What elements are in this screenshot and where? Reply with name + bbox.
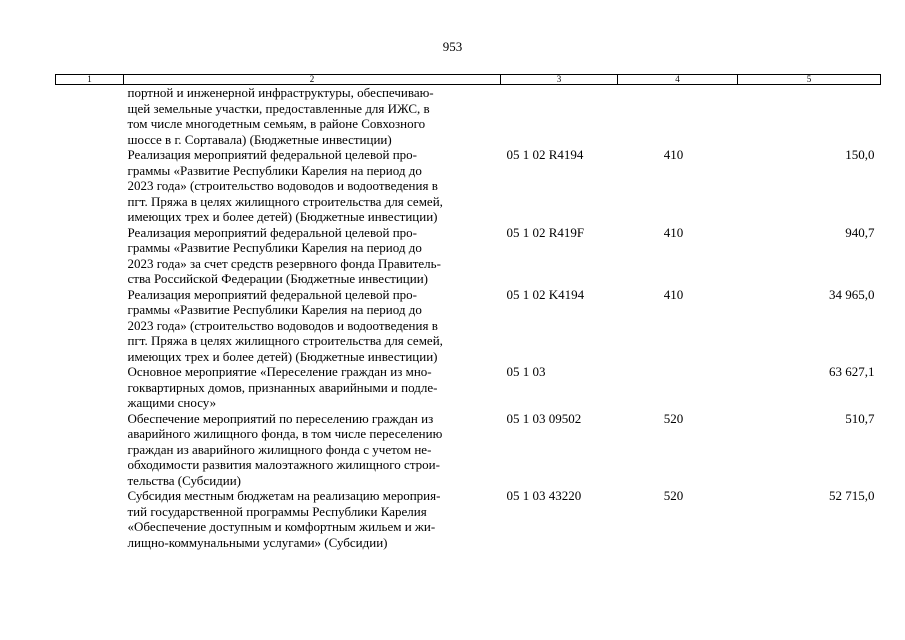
description-line: пгт. Пряжа в целях жилищного строительства для семей,: [127, 193, 443, 209]
column-header-1: 1: [56, 75, 124, 85]
column-header-4: 4: [618, 75, 738, 85]
row-expense-type: 410: [663, 224, 684, 240]
row-description: [124, 225, 501, 287]
table-row: [56, 225, 881, 287]
page-number: 953: [442, 39, 463, 54]
description-line: граммы «Развитие Республики Карелия на период до: [127, 162, 422, 178]
table-body: [56, 85, 881, 551]
row-description: [124, 488, 501, 550]
header-row: [56, 75, 881, 85]
row-expense-type: 410: [663, 147, 684, 162]
row-amount: 34 965,0: [829, 286, 875, 302]
description-line: Реализация мероприятий федеральной целевой про-: [127, 286, 417, 302]
row-code: [501, 85, 618, 148]
description-line: обходимости развития малоэтажного жилищного строи-: [127, 457, 440, 472]
description-line: Основное мероприятие «Переселение граждан из мно-: [127, 364, 432, 379]
description-line: лищно-коммунальными услугами» (Субсидии): [127, 534, 388, 550]
description-line: портной и инженерной инфраструктуры, обеспечиваю-: [127, 85, 434, 100]
description-line: граммы «Развитие Республики Карелия на период до: [127, 240, 422, 255]
description-line: имеющих трех и более детей) (Бюджетные инвестиции): [127, 209, 438, 224]
description-line: 2023 года» за счет средств резервного фонда Правитель-: [127, 255, 441, 271]
row-number-cell: [56, 488, 124, 550]
row-amount: 150,0: [845, 147, 875, 162]
row-expense-type: 410: [663, 286, 684, 302]
description-line: аварийного жилищного фонда, в том числе переселению: [127, 426, 443, 441]
description-line: граждан из аварийного жилищного фонда с учетом не-: [127, 441, 432, 457]
row-code: 05 1 03: [506, 364, 546, 379]
description-line: граммы «Развитие Республики Карелия на период до: [127, 302, 422, 317]
table-row: [56, 488, 881, 550]
description-line: пгт. Пряжа в целях жилищного строительства для семей,: [127, 333, 443, 348]
row-description: [124, 287, 501, 365]
table-row: [56, 287, 881, 365]
table-header: [56, 75, 881, 85]
description-line: 2023 года» (строительство водоводов и водоотведения в: [127, 178, 438, 193]
row-description: [124, 85, 501, 148]
row-code: 05 1 02 K4194: [506, 286, 585, 302]
description-line: Реализация мероприятий федеральной целевой про-: [127, 224, 417, 240]
description-line: Обеспечение мероприятий по переселению граждан из: [127, 410, 434, 426]
description-line: ства Российской Федерации (Бюджетные инвестиции): [127, 271, 429, 286]
row-number-cell: [56, 225, 124, 287]
column-header-3: 3: [501, 75, 618, 85]
row-expense-type: [618, 364, 738, 411]
description-line: имеющих трех и более детей) (Бюджетные инвестиции): [127, 348, 438, 364]
row-code: 05 1 03 43220: [506, 488, 582, 503]
row-amount: [738, 85, 881, 148]
description-line: щей земельные участки, предоставленные для ИЖС, в: [127, 100, 430, 116]
row-code: 05 1 02 R419F: [506, 224, 585, 240]
row-number-cell: [56, 287, 124, 365]
column-header-2: 2: [124, 75, 501, 85]
description-line: Реализация мероприятий федеральной целевой про-: [127, 147, 417, 162]
description-line: гоквартирных домов, признанных аварийными и подле-: [127, 379, 438, 395]
row-amount: 510,7: [845, 410, 875, 426]
row-expense-type: 520: [663, 488, 684, 503]
description-line: «Обеспечение доступным и комфортным жильем и жи-: [127, 519, 436, 534]
description-line: шоссе в г. Сортавала) (Бюджетные инвестиции): [127, 131, 392, 147]
row-number-cell: [56, 85, 124, 148]
description-line: тельства (Субсидии): [127, 472, 242, 488]
column-header-5: 5: [738, 75, 881, 85]
description-line: 2023 года» (строительство водоводов и водоотведения в: [127, 317, 438, 333]
row-code: 05 1 03 09502: [506, 410, 582, 426]
row-amount: 63 627,1: [829, 364, 875, 379]
row-number-cell: [56, 364, 124, 411]
row-description: [124, 411, 501, 489]
description-line: тий государственной программы Республики Карелия: [127, 503, 427, 519]
budget-table: [55, 74, 881, 550]
row-expense-type: [618, 85, 738, 148]
row-code: 05 1 02 R4194: [506, 147, 584, 162]
description-line: жащими сносу»: [127, 395, 217, 410]
row-description: [124, 147, 501, 225]
table-row: [56, 85, 881, 148]
row-expense-type: 520: [663, 410, 684, 426]
table-row: [56, 364, 881, 411]
row-description: [124, 364, 501, 411]
description-line: том числе многодетным семьям, в районе Совхозного: [127, 116, 426, 131]
row-amount: 52 715,0: [829, 488, 875, 503]
row-number-cell: [56, 411, 124, 489]
row-number-cell: [56, 147, 124, 225]
table-row: [56, 411, 881, 489]
description-line: Субсидия местным бюджетам на реализацию мероприя-: [127, 488, 441, 503]
table-row: [56, 147, 881, 225]
row-amount: 940,7: [845, 224, 875, 240]
